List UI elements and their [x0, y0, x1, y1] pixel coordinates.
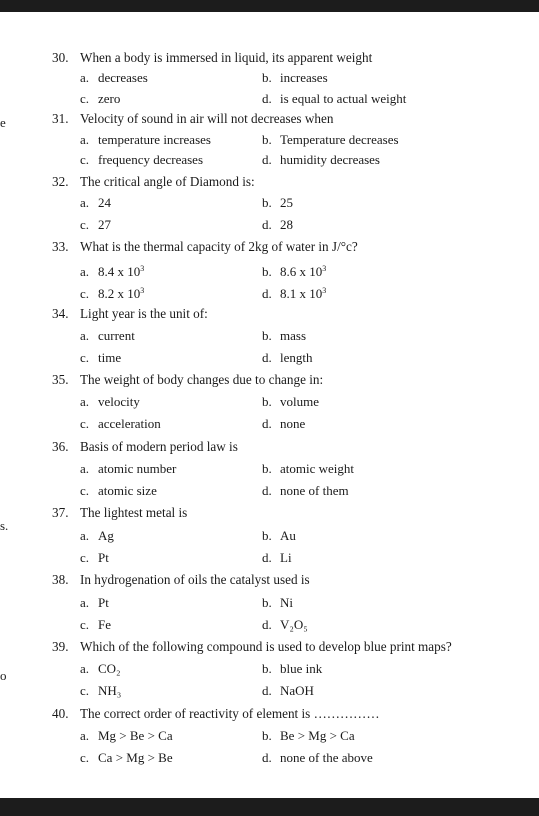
question-number: 34. [52, 306, 69, 321]
option-d: d. 28 [262, 217, 293, 232]
margin-fragment: e [0, 115, 6, 130]
question-text: What is the thermal capacity of 2kg of water in J/°c? [80, 239, 358, 254]
question-text: The weight of body changes due to change in: [80, 372, 324, 387]
option-b: b. mass [262, 328, 306, 343]
question-text: Light year is the unit of: [80, 306, 208, 321]
question-text: The correct order of reactivity of element is …………… [80, 706, 380, 721]
question-number: 40. [52, 706, 69, 721]
option-b: b. Temperature decreases [262, 132, 399, 147]
question-text: The lightest metal is [80, 505, 188, 520]
option-b: b. Ni [262, 595, 293, 610]
option-b: b. Au [262, 528, 296, 543]
question-33 [0, 236, 539, 258]
option-b: b. atomic weight [262, 461, 355, 476]
option-b: b. Be > Mg > Ca [262, 728, 355, 743]
question-number: 31. [52, 111, 69, 126]
question-text: In hydrogenation of oils the catalyst used is [80, 572, 310, 587]
question-number: 32. [52, 174, 69, 189]
question-text: When a body is immersed in liquid, its apparent weight [80, 50, 373, 65]
option-d: d. humidity decreases [262, 152, 380, 167]
option-c: c. NH₃ [80, 683, 122, 698]
option-a: a. velocity [80, 394, 140, 409]
option-d: d. none [262, 416, 306, 431]
exam-page [0, 12, 539, 798]
option-d: d. 8.1 x $10^3$ [262, 286, 327, 301]
option-a: a. 8.4 x $10^3$ [80, 264, 145, 279]
option-b: b. 8.6 x $10^3$ [262, 264, 327, 279]
option-a: a. decreases [80, 70, 148, 85]
option-c: c. Ca > Mg > Be [80, 750, 173, 765]
question-number: 39. [52, 639, 69, 654]
option-c: c. 27 [80, 217, 111, 232]
question-text: Which of the following compound is used to develop blue print maps? [80, 639, 452, 654]
option-d: d. none of them [262, 483, 349, 498]
question-text: Basis of modern period law is [80, 439, 238, 454]
question-text: Velocity of sound in air will not decreases when [80, 111, 334, 126]
option-d: d. NaOH [262, 683, 314, 698]
option-a: a. temperature increases [80, 132, 211, 147]
option-c: c. acceleration [80, 416, 161, 431]
option-a: a. Pt [80, 595, 109, 610]
option-c: c. time [80, 350, 122, 365]
question-30 [0, 47, 539, 69]
option-c: c. 8.2 x $10^3$ [80, 286, 145, 301]
question-number: 38. [52, 572, 69, 587]
option-a: a. current [80, 328, 135, 343]
question-31 [0, 108, 539, 130]
option-a: a. Ag [80, 528, 114, 543]
option-c: c. Fe [80, 617, 111, 632]
question-number: 30. [52, 50, 69, 65]
option-b: b. blue ink [262, 661, 323, 676]
question-32 [0, 171, 539, 193]
option-d: d. Li [262, 550, 292, 565]
option-d: d. none of the above [262, 750, 373, 765]
question-text: The critical angle of Diamond is: [80, 174, 255, 189]
margin-fragment: o [0, 668, 7, 683]
option-d: d. length [262, 350, 313, 365]
question-35 [0, 369, 539, 391]
option-c: c. Pt [80, 550, 109, 565]
question-37 [0, 502, 539, 524]
option-b: b. 25 [262, 195, 293, 210]
option-d: d. V₂O₅ [262, 617, 308, 632]
option-b: b. volume [262, 394, 319, 409]
question-number: 35. [52, 372, 69, 387]
question-39 [0, 636, 539, 658]
option-a: a. CO₂ [80, 661, 121, 676]
option-b: b. increases [262, 70, 328, 85]
question-34 [0, 303, 539, 325]
question-40 [0, 703, 539, 725]
question-number: 36. [52, 439, 69, 454]
question-36 [0, 436, 539, 458]
option-c: c. zero [80, 91, 121, 106]
option-a: a. atomic number [80, 461, 177, 476]
option-d: d. is equal to actual weight [262, 91, 407, 106]
option-c: c. frequency decreases [80, 152, 204, 167]
question-38 [0, 569, 539, 591]
option-a: a. Mg > Be > Ca [80, 728, 173, 743]
question-number: 37. [52, 505, 69, 520]
question-number: 33. [52, 239, 69, 254]
option-c: c. atomic size [80, 483, 157, 498]
margin-fragment: s. [0, 518, 9, 533]
option-a: a. 24 [80, 195, 111, 210]
